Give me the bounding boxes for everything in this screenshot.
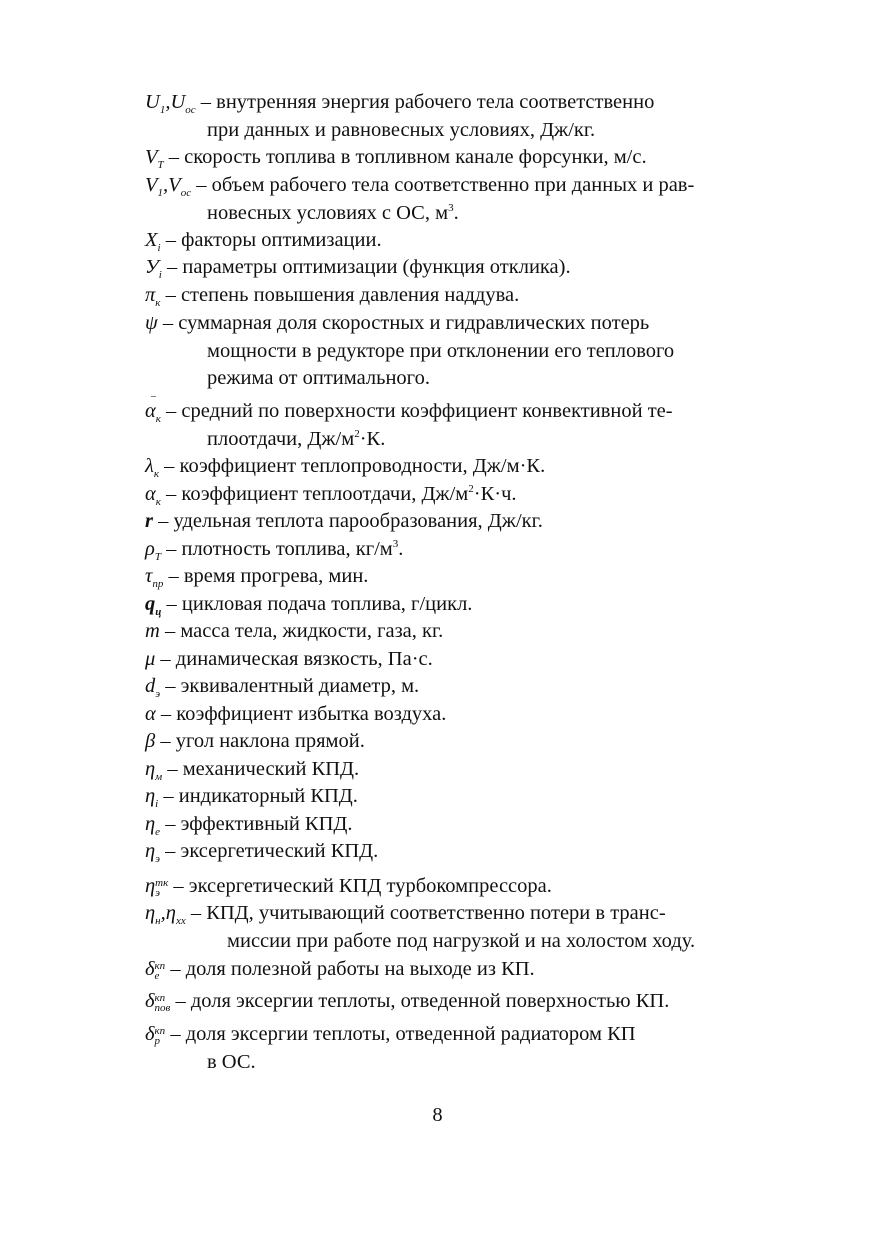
definition-text: . — [398, 538, 404, 560]
symbol: δ кп e — [145, 958, 166, 982]
definition-continuation — [145, 426, 757, 454]
entry-volume — [145, 172, 757, 227]
entry-internal-energy — [145, 89, 757, 144]
symbol: α — [145, 703, 156, 725]
entry-optimization-parameters — [145, 254, 757, 282]
superscript: 3 — [448, 201, 454, 214]
symbol: $\alpha_к$ — [145, 483, 161, 509]
definition: – эксергетический КПД турбокомпрессора. — [173, 875, 552, 897]
entry-air-excess — [145, 701, 757, 729]
definition: – объем рабочего тела соответственно при данных и рав- — [196, 174, 695, 196]
entry-pressure-ratio — [145, 282, 757, 310]
entry-fuel-density — [145, 536, 757, 564]
definition: – степень повышения давления наддува. — [165, 284, 520, 306]
entry-mass — [145, 618, 757, 646]
definition: – эффективный КПД. — [165, 813, 353, 835]
definition-continuation: режима от оптимального. — [207, 367, 430, 389]
entry-heat-transfer-coefficient — [145, 481, 757, 509]
definition: – цикловая подача топлива, г/цикл. — [166, 593, 473, 615]
entry-transmission-efficiency — [145, 900, 757, 955]
definition-continuation — [145, 200, 757, 228]
symbol: $U_1,U_{ос}$ — [145, 91, 196, 117]
definition-continuation: при данных и равновесных условиях, Дж/кг. — [207, 118, 596, 141]
symbol: $\eta_н,\eta_{хх}$ — [145, 902, 186, 928]
symbol: μ — [145, 648, 156, 670]
definition-continuation: миссии при работе под нагрузкой и на холостом ходу. — [227, 929, 696, 952]
definition: – факторы оптимизации. — [165, 229, 382, 251]
definition: – время прогрева, мин. — [168, 565, 369, 587]
symbol: $\rho_T$ — [145, 538, 161, 564]
entry-indicator-efficiency — [145, 783, 757, 811]
entry-mean-convective-coefficient — [145, 391, 757, 453]
symbol: $\eta_e$ — [145, 813, 161, 839]
definition: – суммарная доля скоростных и гидравлических потерь — [162, 312, 650, 334]
entry-thermal-conductivity — [145, 453, 757, 481]
definition-continuation: мощности в редукторе при отклонении его теплового — [207, 339, 675, 362]
entry-slope-angle — [145, 728, 757, 756]
entry-dynamic-viscosity — [145, 646, 757, 674]
symbol: $\eta_м$ — [145, 758, 163, 784]
entry-cyclic-feed — [145, 591, 757, 619]
symbol: $У_i$ — [145, 256, 162, 282]
symbol: δ кп р — [145, 1023, 166, 1047]
definition: – масса тела, жидкости, газа, кг. — [164, 620, 444, 642]
definition-text: новесных условиях с ОС, м — [207, 201, 449, 224]
symbol: η тк э — [145, 875, 169, 899]
symbol: β — [145, 730, 156, 752]
entry-vaporization-heat — [145, 508, 757, 536]
definition: – удельная теплота парообразования, Дж/кг. — [158, 510, 543, 532]
entry-useful-work-share — [145, 956, 757, 984]
symbol: $X_i$ — [145, 229, 161, 255]
definition: – доля полезной работы на выходе из КП. — [170, 958, 535, 980]
definition-text: плоотдачи, Дж/м — [207, 427, 355, 450]
superscript: 3 — [392, 538, 399, 551]
definition: – эксергетический КПД. — [165, 840, 379, 862]
definition: – средний по поверхности коэффициент конвективной те- — [166, 400, 673, 422]
definition: – индикаторный КПД. — [163, 785, 358, 807]
entry-equivalent-diameter — [145, 673, 757, 701]
symbol: δ кп пов — [145, 990, 171, 1014]
definition — [166, 483, 516, 505]
symbol: $V_1,V_{ос}$ — [145, 174, 192, 200]
definition: – коэффициент избытка воздуха. — [160, 703, 447, 725]
symbol: $q_ц$ — [145, 593, 162, 619]
entry-effective-efficiency — [145, 811, 757, 839]
definition: – внутренняя энергия рабочего тела соответственно — [200, 91, 655, 113]
superscript: 2 — [468, 483, 474, 496]
entry-surface-exergy-share — [145, 988, 757, 1016]
definition: – эквивалентный диаметр, м. — [165, 675, 420, 697]
definition-text: ·К·ч. — [473, 483, 517, 505]
symbol: m — [145, 620, 160, 642]
symbol: $\tau_{пр}$ — [145, 565, 164, 591]
definition: – коэффициент теплопроводности, Дж/м·К. — [164, 455, 546, 477]
definition: – параметры оптимизации (функция отклика). — [166, 256, 571, 278]
definition-text: . — [453, 201, 459, 224]
definition-text: – плотность топлива, кг/м — [166, 538, 393, 560]
superscript: 2 — [354, 427, 360, 440]
symbol: $V_T$ — [145, 146, 164, 172]
symbol: α – $_к$ — [145, 391, 161, 426]
definition: – механический КПД. — [167, 758, 360, 780]
definition: – динамическая вязкость, Па·с. — [160, 648, 433, 670]
entry-loss-share — [145, 310, 757, 393]
entry-warmup-time — [145, 563, 757, 591]
symbol: ψ — [145, 312, 158, 334]
definition: – скорость топлива в топливном канале форсунки, м/с. — [168, 146, 647, 168]
definition-text: ·К. — [359, 427, 386, 450]
entry-fuel-velocity — [145, 144, 757, 172]
definition: – доля эксергии теплоты, отведенной радиатором КП — [170, 1023, 636, 1045]
entry-turbocharger-exergy-efficiency — [145, 873, 757, 901]
definition: – доля эксергии теплоты, отведенной поверхностью КП. — [175, 990, 670, 1012]
definition: – КПД, учитывающий соответственно потери в транс- — [190, 902, 666, 924]
symbol: $d_э$ — [145, 675, 161, 701]
definition — [166, 538, 403, 560]
entry-mechanical-efficiency — [145, 756, 757, 784]
definition-text: – коэффициент теплоотдачи, Дж/м — [166, 483, 469, 505]
symbol: $\lambda_к$ — [145, 455, 160, 481]
definition-continuation: в ОС. — [207, 1050, 256, 1073]
entry-exergy-efficiency — [145, 838, 757, 866]
symbol: $\pi_к$ — [145, 284, 161, 310]
symbol: $\eta_i$ — [145, 785, 159, 811]
definition: – угол наклона прямой. — [160, 730, 365, 752]
entry-radiator-exergy-share — [145, 1021, 757, 1076]
symbol: r — [145, 510, 153, 532]
entry-optimization-factors — [145, 227, 757, 255]
page-number: 8 — [432, 1104, 443, 1126]
symbol: $\eta_э$ — [145, 840, 161, 866]
